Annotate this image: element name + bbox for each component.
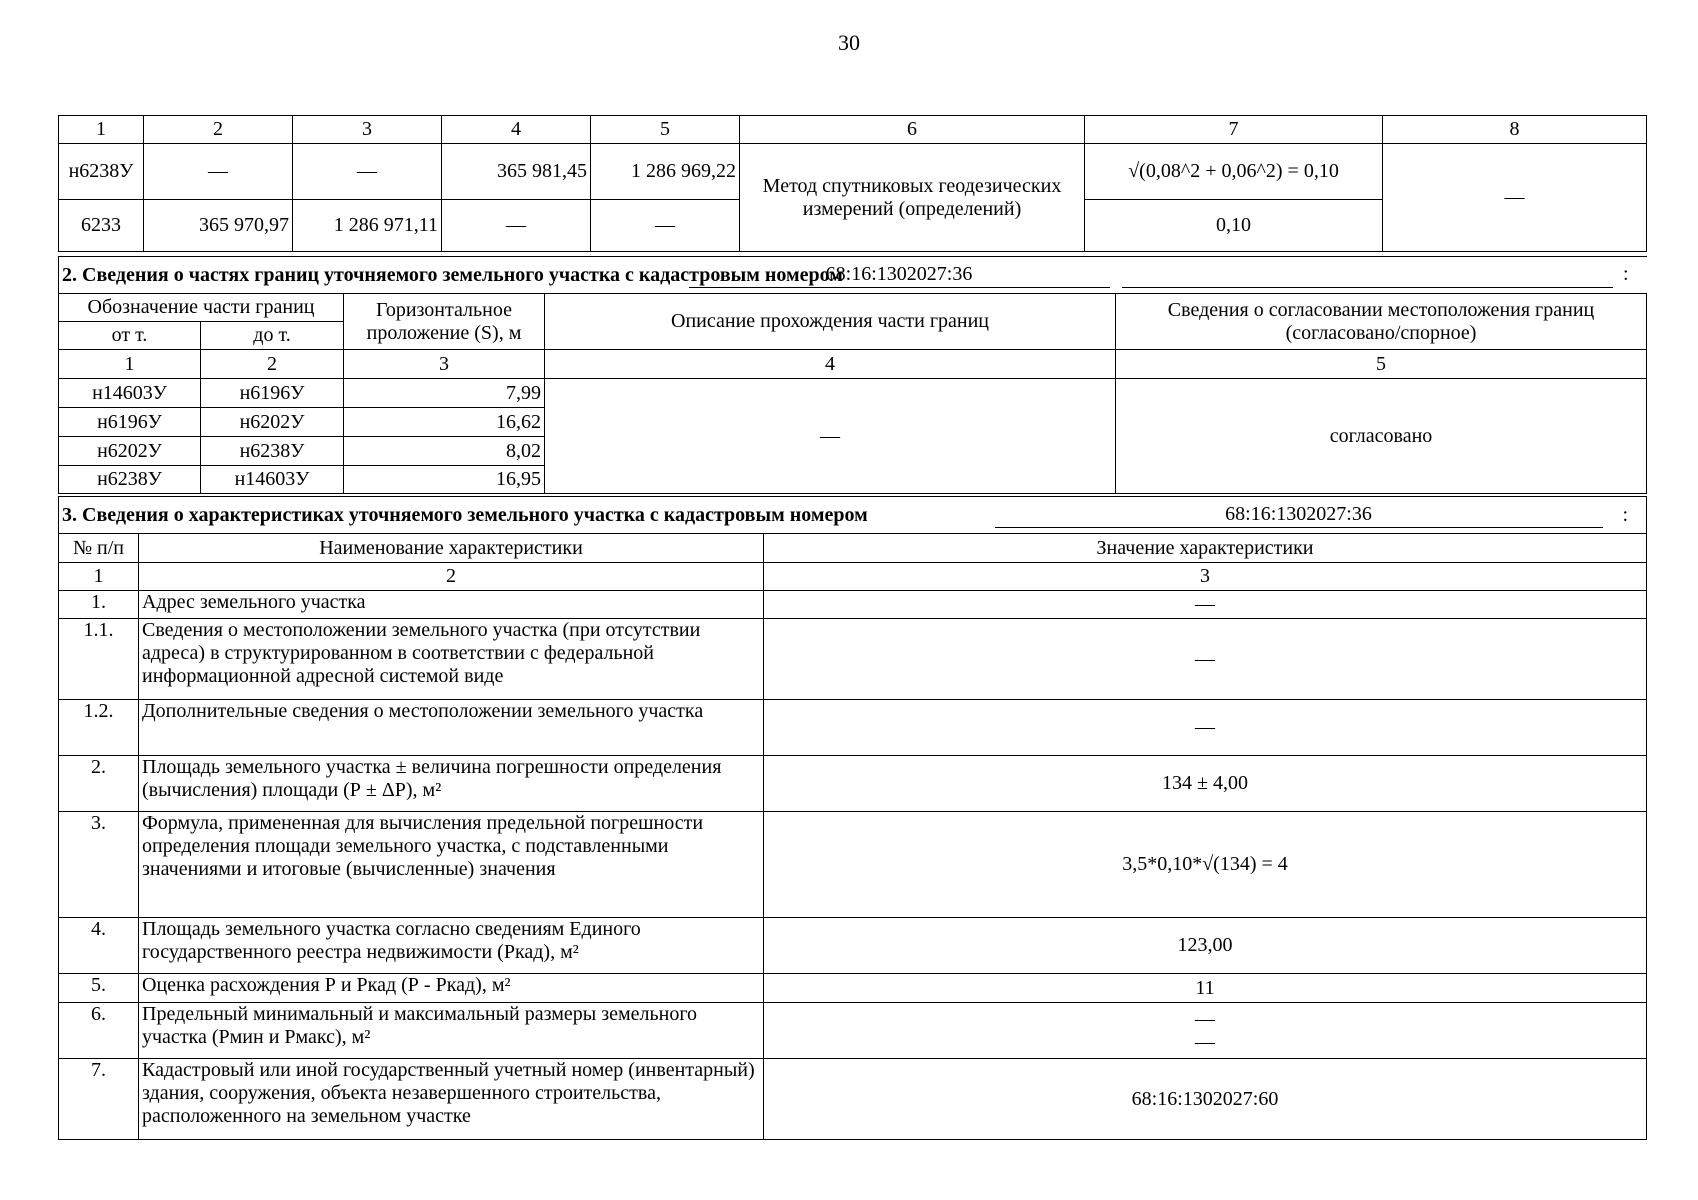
row-value: 68:16:1302027:60 xyxy=(764,1059,1647,1140)
col-number: 6 xyxy=(740,116,1085,144)
section-title-row xyxy=(59,497,1647,534)
desc-value: — xyxy=(545,379,1116,494)
row-name: Адрес земельного участка xyxy=(139,591,764,619)
section-3-title-text: 3. Сведения о характеристиках уточняемого земельного участка с кадастровым номером xyxy=(62,503,868,526)
method-cell: Метод спутниковых геодезических измерений (определений) xyxy=(740,144,1085,252)
table-row xyxy=(59,1003,1647,1059)
row-number: 7. xyxy=(59,1059,139,1140)
old-x: — xyxy=(144,144,293,200)
characteristics-table xyxy=(58,533,1647,1140)
accuracy-value: 0,10 xyxy=(1085,200,1383,252)
header-from: от т. xyxy=(59,322,201,350)
col8-value: — xyxy=(1383,144,1647,252)
col-number: 1 xyxy=(59,116,144,144)
length: 8,02 xyxy=(344,437,545,466)
section-2-title-text: 2. Сведения о частях границ уточняемого земельного участка с кадастровым номером xyxy=(62,263,843,286)
row-name: Сведения о местоположении земельного участка (при отсутствии адреса) в структурированном в соответствии с федеральной информационной адресной системой виде xyxy=(139,619,764,700)
to-point: н14603У xyxy=(201,466,344,494)
header-to: до т. xyxy=(201,322,344,350)
old-y: — xyxy=(293,144,442,200)
header-value: Значение характеристики xyxy=(764,534,1647,563)
header-part: Обозначение части границ xyxy=(59,294,344,322)
table-row xyxy=(59,379,1647,408)
to-point: н6238У xyxy=(201,437,344,466)
length: 16,95 xyxy=(344,466,545,494)
row-name: Площадь земельного участка согласно сведениям Единого государственного реестра недвижимости (Ркад), м² xyxy=(139,918,764,974)
row-value: — xyxy=(764,591,1647,619)
from-point: н6202У xyxy=(59,437,201,466)
row-value: — xyxy=(764,619,1647,700)
new-y: 1 286 969,22 xyxy=(591,144,740,200)
table-row xyxy=(59,974,1647,1003)
section-3-title-table xyxy=(58,496,1647,534)
section-title-row xyxy=(59,257,1647,294)
table-header-row xyxy=(59,534,1647,563)
col-number: 1 xyxy=(59,350,201,379)
row-number: 1.1. xyxy=(59,619,139,700)
new-x: 365 981,45 xyxy=(442,144,591,200)
col-number: 4 xyxy=(442,116,591,144)
section-3-title xyxy=(59,497,989,534)
row-value: 134 ± 4,00 xyxy=(764,756,1647,812)
col-number: 3 xyxy=(764,563,1647,591)
from-point: н6238У xyxy=(59,466,201,494)
table-row xyxy=(59,144,1647,200)
col-number: 2 xyxy=(201,350,344,379)
col-number: 5 xyxy=(1116,350,1647,379)
table-row xyxy=(59,619,1647,700)
table-row xyxy=(59,812,1647,918)
table-header-row xyxy=(59,116,1647,144)
table-header-row xyxy=(59,294,1647,322)
point-name: 6233 xyxy=(59,200,144,252)
row-number: 4. xyxy=(59,918,139,974)
row-number: 5. xyxy=(59,974,139,1003)
row-value: 11 xyxy=(764,974,1647,1003)
row-number: 1. xyxy=(59,591,139,619)
to-point: н6196У xyxy=(201,379,344,408)
page-number: 30 xyxy=(838,30,860,55)
section-2-cad-number-line xyxy=(1122,262,1613,288)
table-row xyxy=(59,700,1647,756)
col-number: 1 xyxy=(59,563,139,591)
table-row xyxy=(59,756,1647,812)
row-number: 2. xyxy=(59,756,139,812)
section-3-colon: : xyxy=(1609,497,1647,534)
from-point: н14603У xyxy=(59,379,201,408)
col-number: 2 xyxy=(139,563,764,591)
length: 7,99 xyxy=(344,379,545,408)
row-number: 3. xyxy=(59,812,139,918)
new-y: — xyxy=(591,200,740,252)
header-agree: Сведения о согласовании местоположения границ (согласовано/спорное) xyxy=(1116,294,1647,350)
row-name: Формула, примененная для вычисления предельной погрешности определения площади земельного участка, с подставленными значениями и итоговые (вычисленные) значения xyxy=(139,812,764,918)
col-number: 8 xyxy=(1383,116,1647,144)
header-length: Горизонтальное проложение (S), м xyxy=(344,294,545,350)
table-row xyxy=(59,591,1647,619)
coordinates-table xyxy=(58,115,1647,252)
row-name: Предельный минимальный и максимальный размеры земельного участка (Рмин и Рмакс), м² xyxy=(139,1003,764,1059)
section-3-cad-number: 68:16:1302027:36 xyxy=(995,502,1603,528)
row-name: Дополнительные сведения о местоположении земельного участка xyxy=(139,700,764,756)
point-name: н6238У xyxy=(59,144,144,200)
header-name: Наименование характеристики xyxy=(139,534,764,563)
col-number: 7 xyxy=(1085,116,1383,144)
col-number: 2 xyxy=(144,116,293,144)
max-size-value: — xyxy=(1195,1030,1215,1053)
length: 16,62 xyxy=(344,408,545,437)
row-value: — xyxy=(764,700,1647,756)
min-size-value: — xyxy=(1195,1007,1215,1030)
section-2-title xyxy=(59,257,843,294)
section-2-cad-number: 68:16:1302027:36 xyxy=(689,262,1110,288)
boundary-parts-table xyxy=(58,256,1647,494)
row-name: Кадастровый или иной государственный учетный номер (инвентарный) здания, сооружения, объекта незавершенного строительства, расположенного на земельном участке xyxy=(139,1059,764,1140)
old-x: 365 970,97 xyxy=(144,200,293,252)
row-name: Площадь земельного участка ± величина погрешности определения (вычисления) площади (Р ± ΔР), м² xyxy=(139,756,764,812)
section-2-colon: : xyxy=(1622,263,1629,285)
col-number-row xyxy=(59,350,1647,379)
table-row xyxy=(59,918,1647,974)
row-number: 1.2. xyxy=(59,700,139,756)
old-y: 1 286 971,11 xyxy=(293,200,442,252)
row-value: 123,00 xyxy=(764,918,1647,974)
new-x: — xyxy=(442,200,591,252)
header-desc: Описание прохождения части границ xyxy=(545,294,1116,350)
col-number: 3 xyxy=(293,116,442,144)
agree-value: согласовано xyxy=(1116,379,1647,494)
row-number: 6. xyxy=(59,1003,139,1059)
row-value xyxy=(764,1003,1647,1059)
col-number: 5 xyxy=(591,116,740,144)
row-value: 3,5*0,10*√(134) = 4 xyxy=(764,812,1647,918)
header-num: № п/п xyxy=(59,534,139,563)
to-point: н6202У xyxy=(201,408,344,437)
col-number-row xyxy=(59,563,1647,591)
col-number: 3 xyxy=(344,350,545,379)
table-row xyxy=(59,1059,1647,1140)
row-name: Оценка расхождения Р и Ркад (Р - Ркад), м² xyxy=(139,974,764,1003)
col-number: 4 xyxy=(545,350,1116,379)
from-point: н6196У xyxy=(59,408,201,437)
accuracy-formula: √(0,08^2 + 0,06^2) = 0,10 xyxy=(1085,144,1383,200)
